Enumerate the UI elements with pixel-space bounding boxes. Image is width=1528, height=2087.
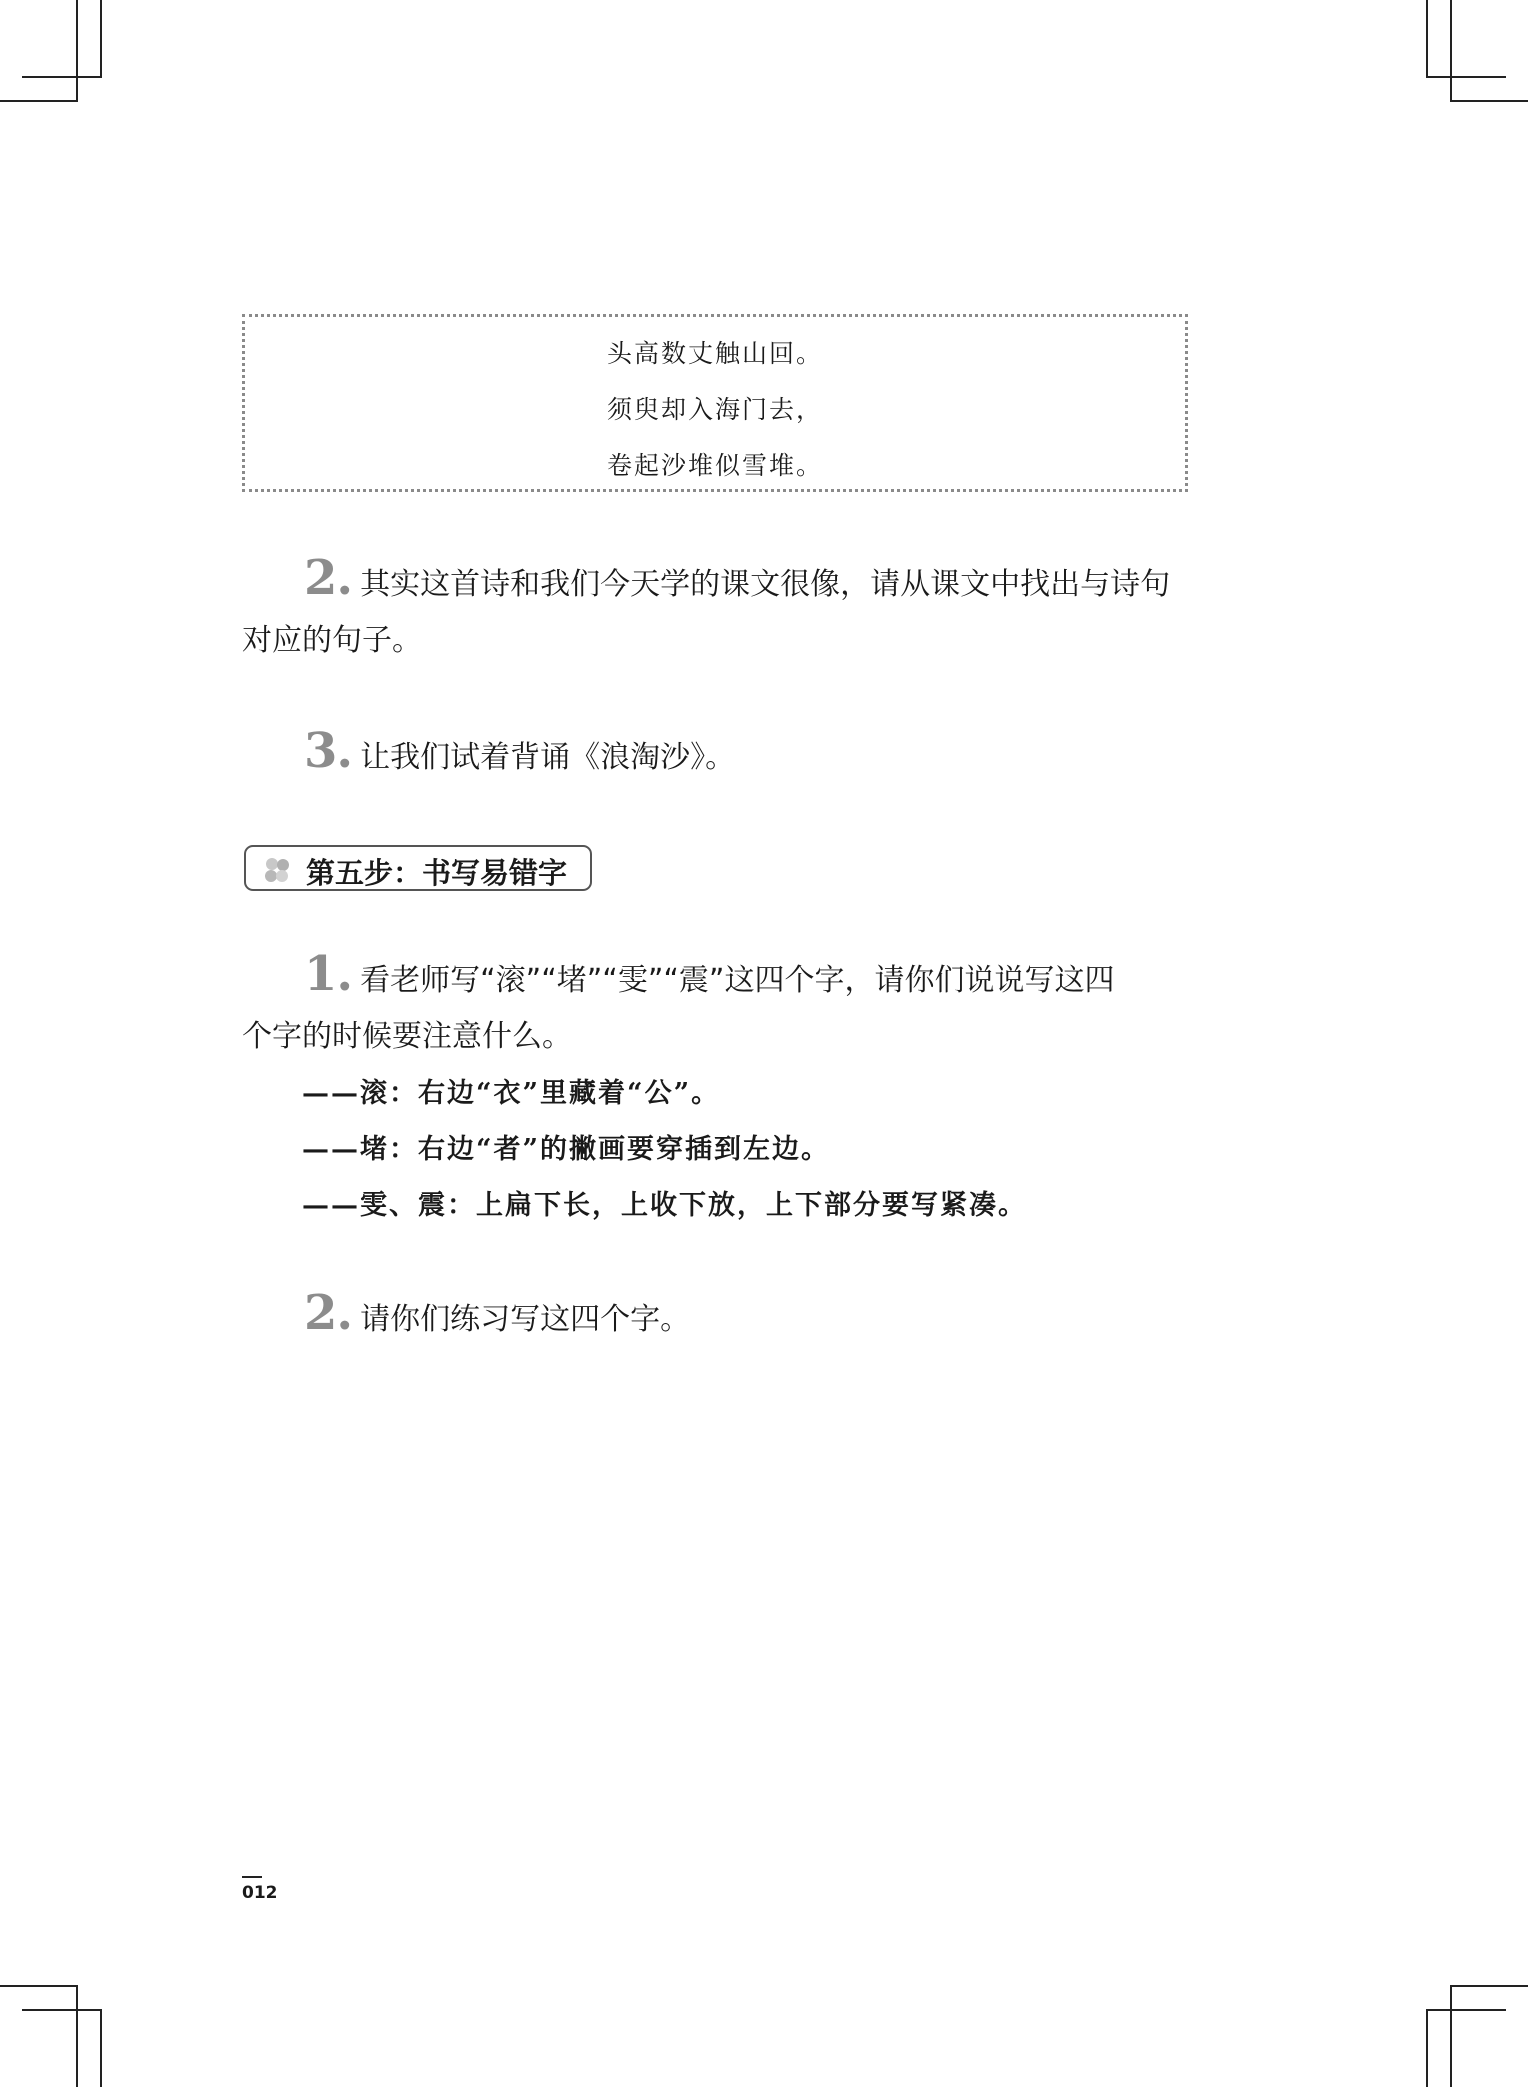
question-number: 3. [304,723,353,779]
note-line: ——雯、震：上扁下长，上收下放，上下部分要写紧凑。 [302,1190,1027,1221]
crop-mark-bottom-left-v2 [100,2009,102,2087]
question-item [242,946,1192,1065]
page-number: 012 [242,1883,278,1903]
crop-mark-bottom-left-v [76,1987,78,2087]
crop-mark-top-right-h [1428,76,1506,78]
crop-mark-bottom-right-v [1450,1987,1452,2087]
poem-line: 卷起沙堆似雪堆。 [606,451,823,480]
poem-box [242,314,1188,492]
crop-mark-top-left-v [76,0,78,100]
crop-mark-bottom-left-h [0,1985,78,1987]
question-text: 让我们试着背诵《浪淘沙》。 [360,740,736,775]
poem-line: 须臾却入海门去， [606,395,823,424]
question-line [242,723,1192,786]
crop-mark-top-right-v2 [1426,0,1428,78]
question-text: 请你们练习写这四个字。 [360,1302,691,1337]
question-item [242,723,1192,786]
crop-mark-top-left-v2 [100,0,102,78]
question-number: 1. [304,946,353,1002]
question-number: 2. [304,1285,353,1341]
crop-mark-top-right-h2 [1450,100,1528,102]
note-line: ——堵：右边“者”的撇画要穿插到左边。 [302,1134,831,1165]
page-number-rule [242,1876,262,1878]
crop-mark-bottom-left-h2 [22,2009,100,2011]
note-line: ——滚：右边“衣”里藏着“公”。 [302,1078,721,1109]
section-header [244,845,592,891]
question-number: 2. [304,550,353,606]
crop-mark-bottom-right-v2 [1426,2009,1428,2087]
question-text-cont: 个字的时候要注意什么。 [242,1019,572,1054]
question-line [242,1285,1192,1348]
question-line [242,946,1192,1009]
flower-icon [262,855,292,885]
crop-mark-top-right-v [1450,0,1452,100]
crop-mark-top-left-h [22,76,100,78]
crop-mark-top-left-h2 [0,100,78,102]
question-line [242,550,1192,613]
poem-line: 头高数丈触山回。 [606,339,823,368]
question-text: 其实这首诗和我们今天学的课文很像，请从课文中找出与诗句 [360,567,1171,602]
question-item [242,550,1192,669]
question-text: 看老师写“滚”“堵”“雯”“震”这四个字，请你们说说写这四 [360,963,1115,998]
question-text-cont: 对应的句子。 [242,623,422,658]
crop-mark-bottom-right-h2 [1428,2009,1506,2011]
section-title: 第五步：书写易错字 [306,856,568,890]
crop-mark-bottom-right-h [1450,1985,1528,1987]
question-item [242,1285,1192,1348]
